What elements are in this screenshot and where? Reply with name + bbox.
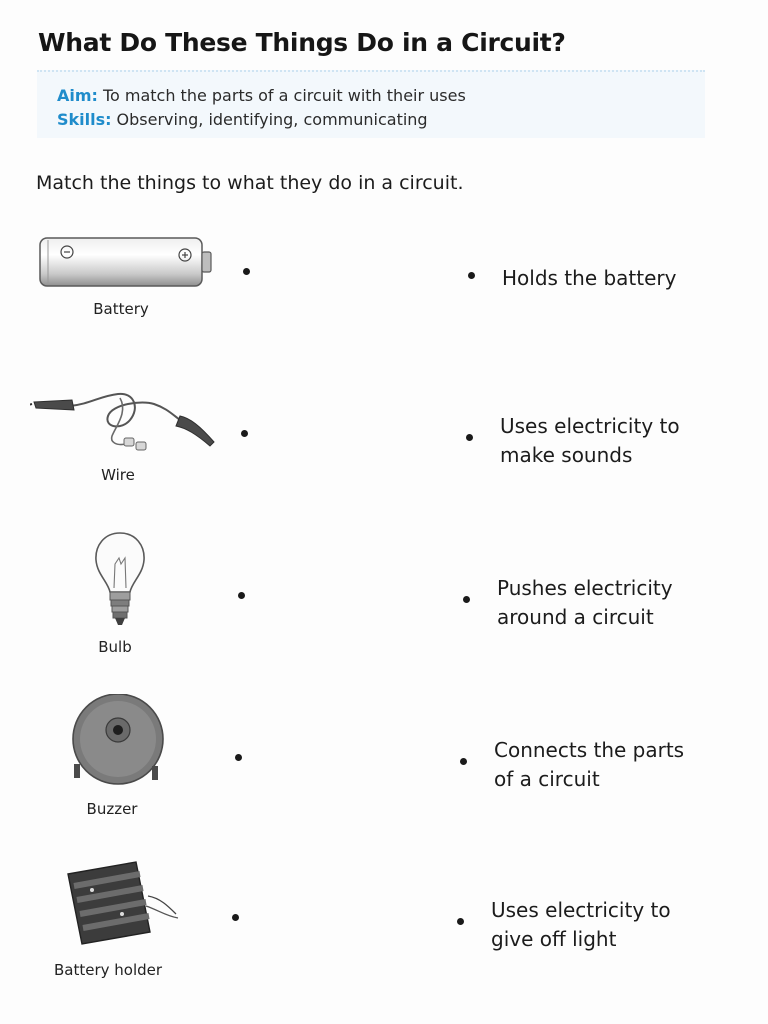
skills-label: Skills: [57, 110, 112, 129]
match-dot-bulb[interactable] [238, 592, 245, 599]
battery-icon [38, 234, 214, 290]
use-line: give off light [491, 927, 617, 951]
match-dot-buzzer[interactable] [235, 754, 242, 761]
use-text-connects-parts [494, 736, 684, 794]
match-dot-battery-holder[interactable] [232, 914, 239, 921]
aim-skills-box [37, 70, 705, 138]
use-line: make sounds [500, 443, 633, 467]
wire-icon [30, 386, 220, 458]
item-label-wire: Wire [101, 466, 135, 484]
page-title: What Do These Things Do in a Circuit? [38, 28, 566, 57]
item-label-battery-holder: Battery holder [53, 961, 163, 979]
use-line: Connects the parts [494, 738, 685, 762]
match-dot-use-3[interactable] [463, 596, 470, 603]
bulb-icon [90, 530, 150, 630]
use-text-give-off-light [491, 896, 671, 954]
instruction: Match the things to what they do in a circuit. [36, 172, 464, 194]
match-dot-battery[interactable] [243, 268, 250, 275]
aim-label: Aim: [57, 86, 98, 105]
use-text-holds-battery [502, 264, 676, 293]
item-label-bulb: Bulb [98, 638, 132, 656]
buzzer-icon [68, 694, 168, 788]
use-line: Uses electricity to [500, 414, 680, 438]
match-dot-use-2[interactable] [466, 434, 473, 441]
use-line: Pushes electricity [497, 576, 673, 600]
match-dot-use-5[interactable] [457, 918, 464, 925]
battery-holder-icon [62, 856, 182, 948]
use-text-pushes-electricity [497, 574, 673, 632]
aim-text: To match the parts of a circuit with their uses [102, 86, 466, 105]
skills-text: Observing, identifying, communicating [116, 110, 428, 129]
match-dot-wire[interactable] [241, 430, 248, 437]
match-dot-use-4[interactable] [460, 758, 467, 765]
aim-line [57, 86, 466, 105]
skills-line [57, 110, 428, 129]
use-line: Uses electricity to [491, 898, 671, 922]
use-text-make-sounds [500, 412, 680, 470]
use-line: Holds the battery [502, 266, 677, 290]
use-line: of a circuit [494, 767, 600, 791]
item-label-buzzer: Buzzer [86, 800, 138, 818]
match-dot-use-1[interactable] [468, 272, 475, 279]
use-line: around a circuit [497, 605, 654, 629]
item-label-battery: Battery [93, 300, 149, 318]
